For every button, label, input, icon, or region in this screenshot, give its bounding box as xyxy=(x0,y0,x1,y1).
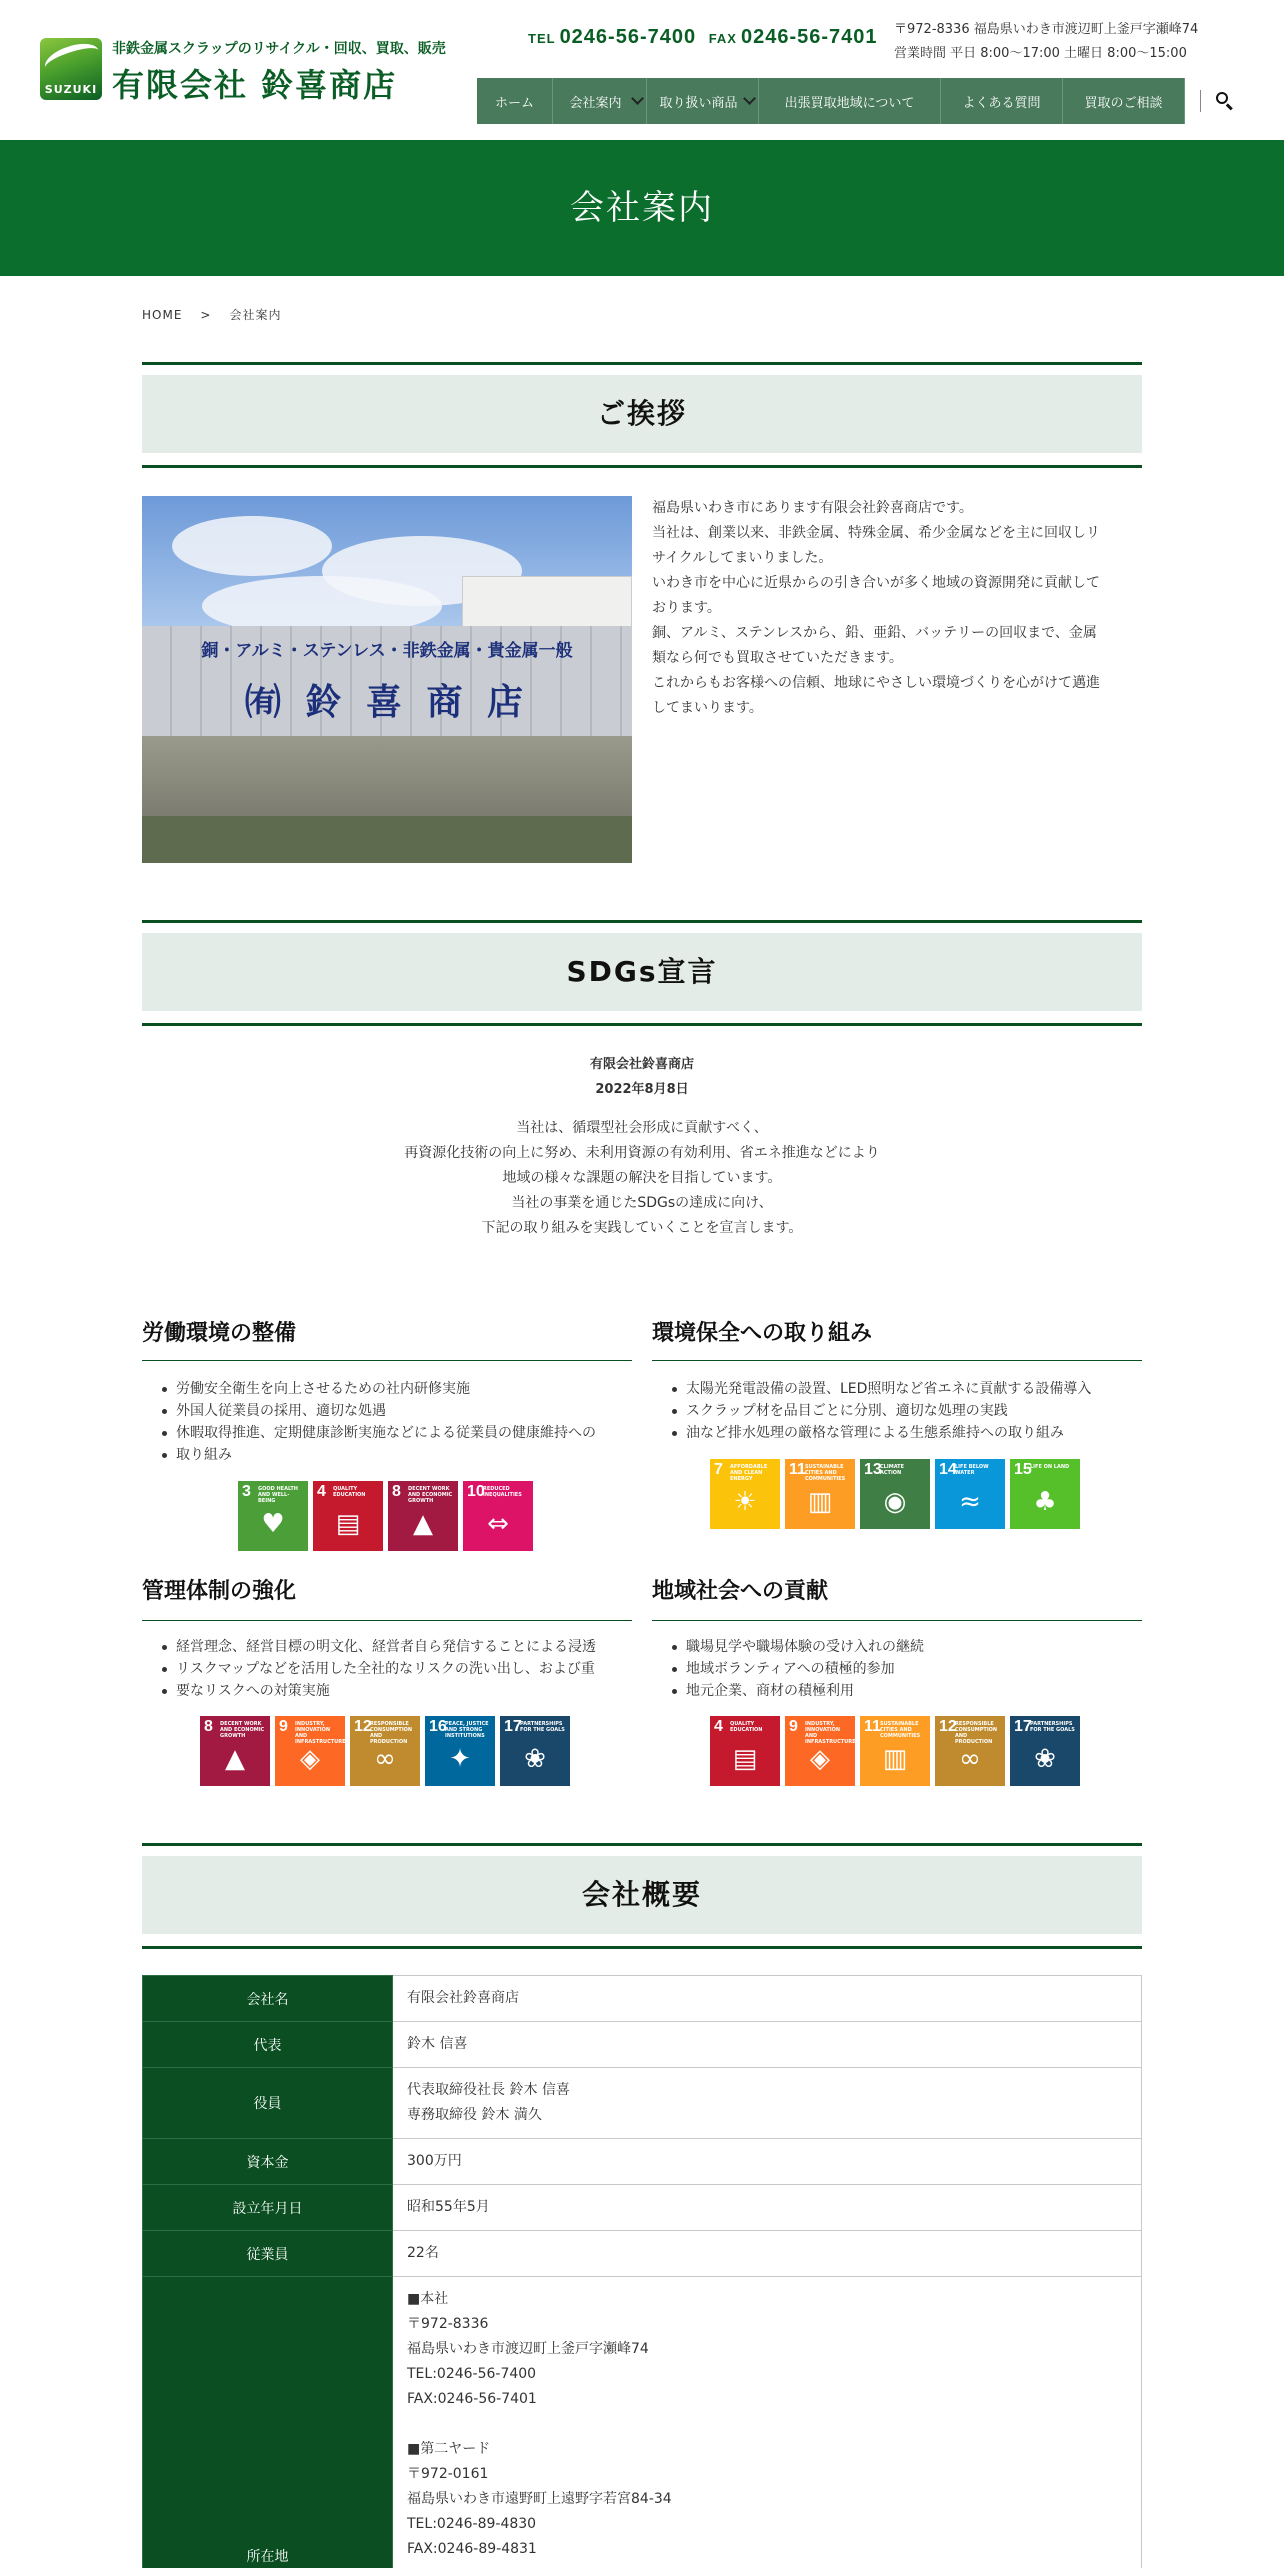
sdg-goal-caption: REDUCED INEQUALITIES xyxy=(483,1486,522,1498)
sdg-goal-glyph: ∞ xyxy=(959,1744,981,1775)
greeting-line: 類なら何でも買取させていただきます。 xyxy=(652,650,903,666)
list-item-continued xyxy=(160,1444,640,1466)
sdg-goal-number: 9 xyxy=(789,1718,798,1735)
sdgs-block-list xyxy=(160,1636,640,1702)
company-profile-table xyxy=(142,1975,1142,2568)
chevron-down-icon xyxy=(631,92,644,105)
sdgs-block-title: 地域社会への貢献 xyxy=(652,1579,829,1604)
sdg-goal-glyph: ♣ xyxy=(1033,1487,1057,1518)
sdg-goal-icons xyxy=(710,1459,1085,1529)
sdg-goal-number: 8 xyxy=(392,1483,401,1500)
divider xyxy=(142,1620,632,1621)
global-nav xyxy=(477,78,1185,124)
greeting-line: サイクルしてまいりました。 xyxy=(652,550,833,566)
greeting-line: おります。 xyxy=(652,600,721,616)
greeting-text xyxy=(652,496,1142,721)
sdg-goal-caption: DECENT WORK AND ECONOMIC GROWTH xyxy=(220,1721,265,1739)
sdgs-block-list xyxy=(670,1378,1150,1444)
sdgs-declaration xyxy=(142,1052,1142,1241)
nav-item-home[interactable] xyxy=(477,78,553,124)
sdg-goal-number: 17 xyxy=(1014,1718,1032,1735)
sdg-goal-caption: CLIMATE ACTION xyxy=(880,1464,904,1476)
logo-subtitle: 非鉄金属スクラップのリサイクル・回収、買取、販売 xyxy=(112,41,446,57)
sdg-goal-icons xyxy=(710,1716,1085,1786)
greeting-line: 当社は、創業以来、非鉄金属、特殊金属、希少金属などを主に回収しリ xyxy=(652,525,1100,541)
nav-label: 取り扱い商品 xyxy=(659,95,738,111)
sdg-goal-caption: PARTNERSHIPS FOR THE GOALS xyxy=(1030,1721,1075,1733)
sdg-goal-caption: RESPONSIBLE CONSUMPTION AND PRODUCTION xyxy=(955,1721,998,1745)
photo-sign: ㈲ 鈴 喜 商 店 xyxy=(244,682,530,723)
list-item: 労働安全衛生を向上させるための社内研修実施 xyxy=(160,1378,640,1400)
address-text: 〒972-8336 福島県いわき市渡辺町上釜戸字瀬峰74 xyxy=(894,22,1199,37)
sdg-goal-icons xyxy=(200,1716,575,1786)
company-building-photo xyxy=(142,496,632,863)
table-value: 300万円 xyxy=(393,2139,1142,2185)
sdg-goal-17-icon xyxy=(500,1716,570,1786)
sdg-goal-caption: SUSTAINABLE CITIES AND COMMUNITIES xyxy=(805,1464,846,1482)
table-row xyxy=(143,2231,1142,2277)
section-title: 会社概要 xyxy=(142,1856,1142,1934)
breadcrumb xyxy=(142,306,281,323)
sdgs-block-title: 環境保全への取り組み xyxy=(652,1321,873,1346)
greeting-line: 福島県いわき市にあります有限会社鈴喜商店です。 xyxy=(652,500,973,516)
sdg-goal-11-icon xyxy=(860,1716,930,1786)
sdg-goal-caption: INDUSTRY, INNOVATION AND INFRASTRUCTURE xyxy=(805,1721,856,1745)
header-address xyxy=(894,18,1198,66)
section-title: SDGs宣言 xyxy=(142,933,1142,1011)
table-value: ■本社 〒972-8336 福島県いわき市渡辺町上釜戸字瀬峰74 TEL:0246-56-7400 FAX:0246-56-7401 ■第二ヤード 〒972-0161 福島県いわき市遠野町上遠野字若宮84-34 TEL:0246-89-4830 FAX:0246-89-4831 xyxy=(393,2277,1142,2568)
site-header xyxy=(0,0,1284,140)
sdg-goal-caption: PARTNERSHIPS FOR THE GOALS xyxy=(520,1721,565,1733)
sdg-goal-8-icon xyxy=(388,1481,458,1551)
breadcrumb-current: 会社案内 xyxy=(229,308,282,322)
nav-label: 買取のご相談 xyxy=(1084,95,1163,111)
nav-item-products[interactable] xyxy=(647,78,759,124)
table-row xyxy=(143,2022,1142,2068)
sdg-goal-9-icon xyxy=(785,1716,855,1786)
fax-label: FAX xyxy=(708,31,737,46)
logo-mark-text: SUZUKI xyxy=(44,83,98,96)
list-item-continued xyxy=(160,1680,640,1702)
search-icon[interactable] xyxy=(1214,90,1236,112)
sdg-goal-number: 13 xyxy=(864,1461,882,1478)
sdg-goal-number: 10 xyxy=(467,1483,485,1500)
sdg-goal-4-icon xyxy=(710,1716,780,1786)
list-item: 休暇取得推進、定期健康診断実施などによる従業員の健康維持への xyxy=(160,1422,640,1444)
nav-item-area[interactable] xyxy=(759,78,941,124)
table-key: 役員 xyxy=(143,2068,393,2139)
breadcrumb-home[interactable]: HOME xyxy=(142,308,183,322)
sdg-goal-11-icon xyxy=(785,1459,855,1529)
list-item: 職場見学や職場体験の受け入れの継続 xyxy=(670,1636,1150,1658)
sdgs-heading xyxy=(142,920,1142,1026)
list-item-text: 取り組み xyxy=(176,1447,232,1463)
sdg-goal-8-icon xyxy=(200,1716,270,1786)
sdg-goal-glyph: ⇔ xyxy=(487,1509,509,1540)
logo-company-name: 有限会社 鈴喜商店 xyxy=(112,66,398,104)
sdg-goal-number: 3 xyxy=(242,1483,251,1500)
table-value: 有限会社鈴喜商店 xyxy=(393,1976,1142,2022)
contact-phone xyxy=(528,26,878,49)
sdg-goal-caption: LIFE BELOW WATER xyxy=(955,1464,989,1476)
sdg-goal-3-icon xyxy=(238,1481,308,1551)
nav-divider xyxy=(1200,90,1201,112)
table-key: 設立年月日 xyxy=(143,2185,393,2231)
table-row xyxy=(143,2185,1142,2231)
sdg-goal-glyph: ▥ xyxy=(807,1487,833,1518)
list-item: 太陽光発電設備の設置、LED照明など省エネに貢献する設備導入 xyxy=(670,1378,1150,1400)
nav-item-faq[interactable] xyxy=(941,78,1063,124)
sdg-goal-caption: INDUSTRY, INNOVATION AND INFRASTRUCTURE xyxy=(295,1721,346,1745)
profile-heading xyxy=(142,1843,1142,1949)
table-value: 代表取締役社長 鈴木 信喜 専務取締役 鈴木 満久 xyxy=(393,2068,1142,2139)
tel-label: TEL xyxy=(528,31,556,46)
photo-wall-text: 銅・アルミ・ステンレス・非鉄金属・貴金属一般 xyxy=(201,641,573,661)
sdg-goal-12-icon xyxy=(935,1716,1005,1786)
page-title: 会社案内 xyxy=(0,140,1284,276)
greeting-line: これからもお客様への信頼、地球にやさしい環境づくりを心がけて邁進 xyxy=(652,675,1100,691)
sdg-goal-caption: SUSTAINABLE CITIES AND COMMUNITIES xyxy=(880,1721,921,1739)
sdg-goal-glyph: ❀ xyxy=(524,1744,546,1775)
sdg-goal-glyph: ❀ xyxy=(1034,1744,1056,1775)
sdg-goal-7-icon xyxy=(710,1459,780,1529)
sdgs-line: 当社は、循環型社会形成に貢献すべく、 xyxy=(516,1120,768,1136)
sdg-goal-12-icon xyxy=(350,1716,420,1786)
sdg-goal-caption: GOOD HEALTH AND WELL-BEING xyxy=(258,1486,298,1504)
table-row xyxy=(143,2068,1142,2139)
list-item: リスクマップなどを活用した全社的なリスクの洗い出し、および重 xyxy=(160,1658,640,1680)
table-value: 昭和55年5月 xyxy=(393,2185,1142,2231)
sdg-goal-glyph: ≈ xyxy=(959,1487,981,1518)
sdg-goal-9-icon xyxy=(275,1716,345,1786)
nav-item-company[interactable] xyxy=(553,78,647,124)
divider xyxy=(652,1360,1142,1361)
nav-label: 出張買取地域について xyxy=(784,95,915,111)
list-item: スクラップ材を品目ごとに分別、適切な処理の実践 xyxy=(670,1400,1150,1422)
table-key: 所在地 xyxy=(143,2277,393,2568)
sdgs-block-title: 労働環境の整備 xyxy=(142,1321,297,1346)
nav-label: よくある質問 xyxy=(962,95,1041,111)
sdg-goal-number: 12 xyxy=(939,1718,957,1735)
nav-item-consult[interactable] xyxy=(1063,78,1185,124)
divider xyxy=(652,1620,1142,1621)
sdg-goal-glyph: ♥ xyxy=(261,1509,285,1540)
sdg-goal-number: 15 xyxy=(1014,1461,1032,1478)
sdgs-date: 2022年8月8日 xyxy=(595,1082,689,1097)
sdg-goal-glyph: ◈ xyxy=(300,1744,320,1775)
nav-label: 会社案内 xyxy=(569,95,622,111)
table-key: 従業員 xyxy=(143,2231,393,2277)
logo-mark-icon xyxy=(40,38,102,100)
breadcrumb-separator: > xyxy=(200,308,212,322)
sdgs-block-list xyxy=(160,1378,640,1466)
table-key: 資本金 xyxy=(143,2139,393,2185)
table-key: 代表 xyxy=(143,2022,393,2068)
sdg-goal-caption: RESPONSIBLE CONSUMPTION AND PRODUCTION xyxy=(370,1721,413,1745)
sdg-goal-glyph: ▤ xyxy=(335,1509,361,1540)
sdgs-line: 再資源化技術の向上に努め、未利用資源の有効利用、省エネ推進などにより xyxy=(404,1145,880,1161)
list-item: 地元企業、商材の積極利用 xyxy=(670,1680,1150,1702)
list-item: 油など排水処理の厳格な管理による生態系維持への取り組み xyxy=(670,1422,1150,1444)
sdg-goal-glyph: ▲ xyxy=(413,1509,433,1540)
sdg-goal-4-icon xyxy=(313,1481,383,1551)
sdg-goal-glyph: ☀ xyxy=(733,1487,757,1518)
sdg-goal-icons xyxy=(238,1481,538,1551)
sdgs-line: 地域の様々な課題の解決を目指しています。 xyxy=(502,1170,782,1186)
greeting-line: 銅、アルミ、ステンレスから、鉛、亜鉛、バッテリーの回収まで、金属 xyxy=(652,625,1097,641)
table-row xyxy=(143,1976,1142,2022)
fax-number: 0246-56-7401 xyxy=(740,26,878,48)
sdg-goal-number: 11 xyxy=(864,1718,881,1735)
sdg-goal-glyph: ◉ xyxy=(883,1487,907,1518)
sdg-goal-number: 4 xyxy=(317,1483,326,1500)
sdg-goal-13-icon xyxy=(860,1459,930,1529)
sdg-goal-17-icon xyxy=(1010,1716,1080,1786)
divider xyxy=(142,1360,632,1361)
sdg-goal-15-icon xyxy=(1010,1459,1080,1529)
sdgs-line: 当社の事業を通じたSDGsの達成に向け、 xyxy=(511,1195,773,1211)
sdg-goal-glyph: ∞ xyxy=(374,1744,396,1775)
sdg-goal-number: 12 xyxy=(354,1718,372,1735)
sdg-goal-number: 11 xyxy=(789,1461,806,1478)
list-item: 地域ボランティアへの積極的参加 xyxy=(670,1658,1150,1680)
list-item: 経営理念、経営目標の明文化、経営者自ら発信することによる浸透 xyxy=(160,1636,640,1658)
sdg-goal-number: 4 xyxy=(714,1718,723,1735)
list-item: 外国人従業員の採用、適切な処遇 xyxy=(160,1400,640,1422)
sdg-goal-10-icon xyxy=(463,1481,533,1551)
nav-label: ホーム xyxy=(494,95,534,111)
sdg-goal-14-icon xyxy=(935,1459,1005,1529)
table-row xyxy=(143,2277,1142,2568)
sdg-goal-glyph: ▥ xyxy=(882,1744,908,1775)
sdg-goal-glyph: ✦ xyxy=(449,1744,471,1775)
sdg-goal-glyph: ▤ xyxy=(732,1744,758,1775)
greeting-line: いわき市を中心に近県からの引き合いが多く地域の資源開発に貢献して xyxy=(652,575,1100,591)
sdg-goal-caption: QUALITY EDUCATION xyxy=(730,1721,763,1733)
table-value: 鈴木 信喜 xyxy=(393,2022,1142,2068)
sdg-goal-number: 7 xyxy=(714,1461,723,1478)
greeting-heading xyxy=(142,362,1142,468)
sdg-goal-caption: DECENT WORK AND ECONOMIC GROWTH xyxy=(408,1486,453,1504)
sdgs-company: 有限会社鈴喜商店 xyxy=(589,1057,694,1072)
sdg-goal-number: 14 xyxy=(939,1461,957,1478)
list-item-text: 要なリスクへの対策実施 xyxy=(176,1683,330,1699)
table-key: 会社名 xyxy=(143,1976,393,2022)
sdg-goal-caption: AFFORDABLE AND CLEAN ENERGY xyxy=(730,1464,768,1482)
sdg-goal-number: 17 xyxy=(504,1718,522,1735)
sdg-goal-number: 16 xyxy=(429,1718,447,1735)
sdg-goal-glyph: ◈ xyxy=(810,1744,830,1775)
sdgs-line: 下記の取り組みを実践していくことを宣言します。 xyxy=(481,1220,803,1236)
sdg-goal-caption: LIFE ON LAND xyxy=(1030,1464,1070,1470)
table-value: 22名 xyxy=(393,2231,1142,2277)
sdg-goal-caption: QUALITY EDUCATION xyxy=(333,1486,366,1498)
greeting-line: してまいります。 xyxy=(652,700,763,716)
table-row xyxy=(143,2139,1142,2185)
chevron-down-icon xyxy=(743,92,756,105)
sdg-goal-glyph: ▲ xyxy=(225,1744,245,1775)
sdg-goal-caption: PEACE, JUSTICE AND STRONG INSTITUTIONS xyxy=(445,1721,489,1739)
site-logo[interactable] xyxy=(40,38,460,108)
sdg-goal-number: 9 xyxy=(279,1718,288,1735)
business-hours: 営業時間 平日 8:00～17:00 土曜日 8:00～15:00 xyxy=(894,46,1187,61)
section-title: ご挨拶 xyxy=(142,375,1142,453)
sdgs-block-title: 管理体制の強化 xyxy=(142,1579,297,1604)
sdgs-block-list xyxy=(670,1636,1150,1702)
sdg-goal-16-icon xyxy=(425,1716,495,1786)
sdg-goal-number: 8 xyxy=(204,1718,213,1735)
tel-number[interactable]: 0246-56-7400 xyxy=(559,26,697,48)
